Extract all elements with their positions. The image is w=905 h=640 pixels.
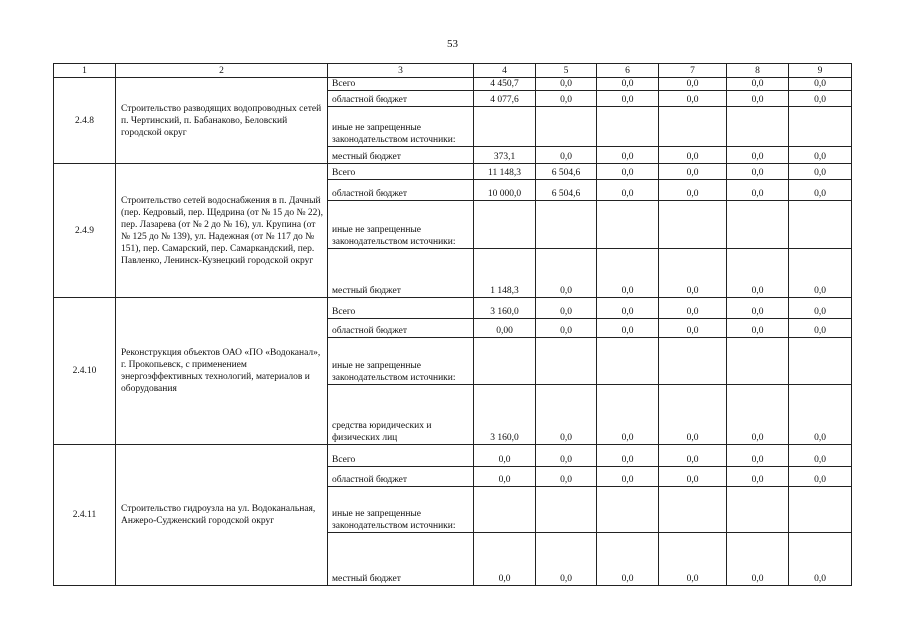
- table-row: [54, 78, 852, 91]
- amount-cell-col-4: 0,0: [474, 467, 536, 487]
- column-header-7: 7: [659, 64, 727, 78]
- amount-cell-col-7: 0,0: [659, 78, 727, 91]
- amount-cell-col-9: [789, 487, 852, 533]
- funding-source: областной бюджет: [328, 467, 474, 487]
- item-code: 2.4.8: [54, 78, 116, 164]
- funding-source: иные не запрещенные законодательством источники:: [328, 487, 474, 533]
- amount-cell-col-5: 0,0: [536, 78, 597, 91]
- amount-cell-col-7: [659, 107, 727, 147]
- amount-cell-col-6: 0,0: [597, 78, 659, 91]
- amount-cell-col-8: 0,0: [727, 164, 789, 180]
- amount-cell-col-8: 0,0: [727, 467, 789, 487]
- amount-cell-col-5: [536, 201, 597, 249]
- amount-cell-col-9: 0,0: [789, 467, 852, 487]
- amount-cell-col-7: [659, 201, 727, 249]
- amount-cell-col-4: 3 160,0: [474, 298, 536, 319]
- amount-cell-col-5: 0,0: [536, 91, 597, 107]
- amount-cell-col-9: [789, 107, 852, 147]
- amount-cell-col-7: 0,0: [659, 467, 727, 487]
- amount-cell-col-4: 0,00: [474, 319, 536, 338]
- amount-cell-col-4: 4 450,7: [474, 78, 536, 91]
- funding-source: областной бюджет: [328, 91, 474, 107]
- amount-cell-col-8: 0,0: [727, 298, 789, 319]
- amount-cell-col-7: 0,0: [659, 445, 727, 467]
- funding-source: Всего: [328, 298, 474, 319]
- budget-table: [53, 63, 852, 586]
- funding-source: областной бюджет: [328, 180, 474, 201]
- amount-cell-col-5: 0,0: [536, 298, 597, 319]
- amount-cell-col-5: 0,0: [536, 319, 597, 338]
- amount-cell-col-4: 1 148,3: [474, 249, 536, 298]
- amount-cell-col-7: 0,0: [659, 385, 727, 445]
- amount-cell-col-9: 0,0: [789, 147, 852, 164]
- funding-source: иные не запрещенные законодательством источники:: [328, 107, 474, 147]
- column-header-8: 8: [727, 64, 789, 78]
- amount-cell-col-5: 0,0: [536, 385, 597, 445]
- amount-cell-col-9: 0,0: [789, 385, 852, 445]
- amount-cell-col-7: 0,0: [659, 249, 727, 298]
- amount-cell-col-9: 0,0: [789, 249, 852, 298]
- amount-cell-col-4: [474, 107, 536, 147]
- amount-cell-col-6: 0,0: [597, 180, 659, 201]
- amount-cell-col-9: 0,0: [789, 78, 852, 91]
- funding-source: средства юридических и физических лиц: [328, 385, 474, 445]
- amount-cell-col-9: 0,0: [789, 533, 852, 586]
- amount-cell-col-7: 0,0: [659, 533, 727, 586]
- amount-cell-col-9: 0,0: [789, 319, 852, 338]
- column-header-9: 9: [789, 64, 852, 78]
- item-code: 2.4.10: [54, 298, 116, 445]
- amount-cell-col-5: 6 504,6: [536, 164, 597, 180]
- table-row: [54, 445, 852, 467]
- column-header-6: 6: [597, 64, 659, 78]
- amount-cell-col-8: [727, 487, 789, 533]
- amount-cell-col-4: 373,1: [474, 147, 536, 164]
- amount-cell-col-7: 0,0: [659, 147, 727, 164]
- amount-cell-col-6: 0,0: [597, 249, 659, 298]
- amount-cell-col-6: 0,0: [597, 467, 659, 487]
- amount-cell-col-8: 0,0: [727, 533, 789, 586]
- amount-cell-col-7: 0,0: [659, 91, 727, 107]
- amount-cell-col-8: [727, 201, 789, 249]
- amount-cell-col-8: 0,0: [727, 180, 789, 201]
- amount-cell-col-9: 0,0: [789, 298, 852, 319]
- item-description: Строительство разводящих водопроводных сетей п. Чертинский, п. Бабанаково, Беловский городской округ: [116, 78, 328, 164]
- amount-cell-col-5: 0,0: [536, 249, 597, 298]
- amount-cell-col-4: 11 148,3: [474, 164, 536, 180]
- amount-cell-col-5: 0,0: [536, 533, 597, 586]
- funding-source: Всего: [328, 445, 474, 467]
- funding-source: местный бюджет: [328, 533, 474, 586]
- funding-source: местный бюджет: [328, 147, 474, 164]
- amount-cell-col-6: [597, 107, 659, 147]
- amount-cell-col-9: 0,0: [789, 164, 852, 180]
- amount-cell-col-5: [536, 107, 597, 147]
- amount-cell-col-6: 0,0: [597, 533, 659, 586]
- amount-cell-col-6: 0,0: [597, 298, 659, 319]
- amount-cell-col-8: [727, 338, 789, 385]
- column-header-5: 5: [536, 64, 597, 78]
- amount-cell-col-7: 0,0: [659, 180, 727, 201]
- table-header-row: [54, 64, 852, 78]
- amount-cell-col-8: 0,0: [727, 249, 789, 298]
- amount-cell-col-4: 0,0: [474, 533, 536, 586]
- amount-cell-col-9: [789, 338, 852, 385]
- item-code: 2.4.11: [54, 445, 116, 586]
- amount-cell-col-5: 6 504,6: [536, 180, 597, 201]
- amount-cell-col-9: [789, 201, 852, 249]
- column-header-2: 2: [116, 64, 328, 78]
- amount-cell-col-4: 3 160,0: [474, 385, 536, 445]
- funding-source: местный бюджет: [328, 249, 474, 298]
- amount-cell-col-6: [597, 201, 659, 249]
- amount-cell-col-8: 0,0: [727, 319, 789, 338]
- column-header-3: 3: [328, 64, 474, 78]
- amount-cell-col-7: 0,0: [659, 319, 727, 338]
- amount-cell-col-8: 0,0: [727, 91, 789, 107]
- funding-source: областной бюджет: [328, 319, 474, 338]
- column-header-1: 1: [54, 64, 116, 78]
- amount-cell-col-6: 0,0: [597, 147, 659, 164]
- amount-cell-col-8: 0,0: [727, 445, 789, 467]
- amount-cell-col-5: [536, 338, 597, 385]
- amount-cell-col-7: [659, 487, 727, 533]
- funding-source: Всего: [328, 164, 474, 180]
- amount-cell-col-9: 0,0: [789, 180, 852, 201]
- amount-cell-col-5: 0,0: [536, 147, 597, 164]
- page-number: 53: [447, 38, 458, 50]
- amount-cell-col-9: 0,0: [789, 91, 852, 107]
- funding-source: иные не запрещенные законодательством источники:: [328, 338, 474, 385]
- amount-cell-col-8: [727, 107, 789, 147]
- item-description: Реконструкция объектов ОАО «ПО «Водоканал», г. Прокопьевск, с применением энергоэффективных технологий, материалов и оборудования: [116, 298, 328, 445]
- funding-source: Всего: [328, 78, 474, 91]
- amount-cell-col-6: 0,0: [597, 385, 659, 445]
- amount-cell-col-6: [597, 487, 659, 533]
- amount-cell-col-4: 10 000,0: [474, 180, 536, 201]
- item-description: Строительство гидроузла на ул. Водоканальная, Анжеро-Судженский городской округ: [116, 445, 328, 586]
- amount-cell-col-4: 0,0: [474, 445, 536, 467]
- item-code: 2.4.9: [54, 164, 116, 298]
- table-row: [54, 298, 852, 319]
- amount-cell-col-7: 0,0: [659, 298, 727, 319]
- table-row: [54, 164, 852, 180]
- amount-cell-col-4: [474, 201, 536, 249]
- amount-cell-col-6: [597, 338, 659, 385]
- funding-source: иные не запрещенные законодательством источники:: [328, 201, 474, 249]
- amount-cell-col-4: [474, 338, 536, 385]
- amount-cell-col-8: 0,0: [727, 385, 789, 445]
- amount-cell-col-6: 0,0: [597, 445, 659, 467]
- amount-cell-col-5: 0,0: [536, 445, 597, 467]
- item-description: Строительство сетей водоснабжения в п. Дачный (пер. Кедровый, пер. Щедрина (от № 15 до № 22), пер. Лазарева (от № 2 до № 16), ул. Крупина (от № 125 до № 139), ул. Надежная (от № 117 до № 151), пер. Самарский, пер. Самаркандский, пер. Павленко, Ленинск-Кузнецкий городской округ: [116, 164, 328, 298]
- amount-cell-col-7: [659, 338, 727, 385]
- amount-cell-col-9: 0,0: [789, 445, 852, 467]
- amount-cell-col-5: [536, 487, 597, 533]
- amount-cell-col-6: 0,0: [597, 319, 659, 338]
- amount-cell-col-8: 0,0: [727, 78, 789, 91]
- amount-cell-col-4: [474, 487, 536, 533]
- column-header-4: 4: [474, 64, 536, 78]
- amount-cell-col-7: 0,0: [659, 164, 727, 180]
- amount-cell-col-4: 4 077,6: [474, 91, 536, 107]
- amount-cell-col-6: 0,0: [597, 164, 659, 180]
- amount-cell-col-5: 0,0: [536, 467, 597, 487]
- amount-cell-col-6: 0,0: [597, 91, 659, 107]
- amount-cell-col-8: 0,0: [727, 147, 789, 164]
